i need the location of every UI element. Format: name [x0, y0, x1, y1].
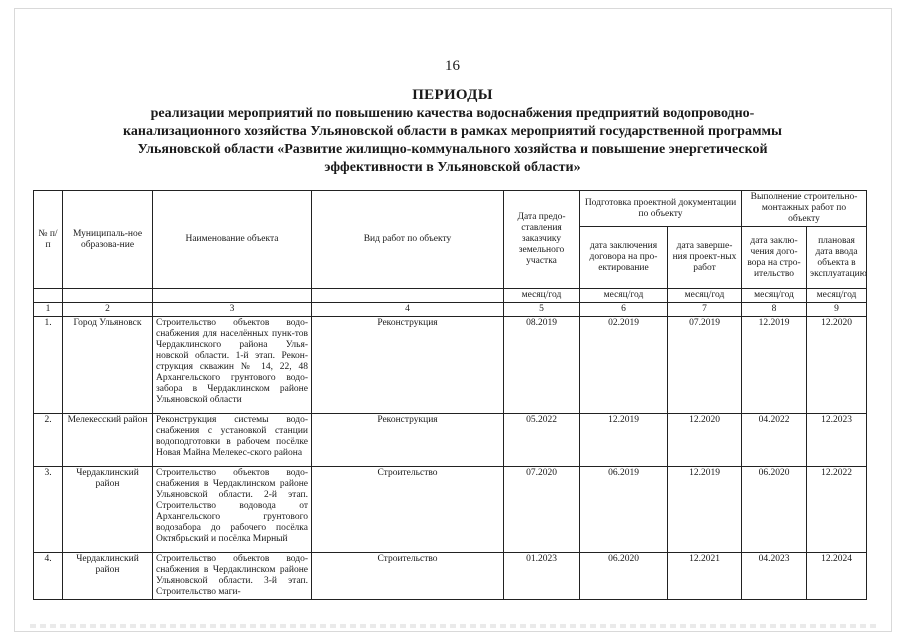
row-construction-contract: 12.2019	[742, 317, 807, 414]
row-object-name: Реконструкция системы водо-снабжения с установкой станции водоподготовки в рабочем посёлке Новая Майна Мелекес-ского района	[153, 414, 312, 467]
row-land-date: 08.2019	[504, 317, 580, 414]
row-num: 2.	[34, 414, 63, 467]
row-commissioning: 12.2022	[807, 467, 867, 553]
table-row	[34, 467, 867, 553]
column-number: 5	[504, 303, 580, 317]
row-design-finish: 07.2019	[668, 317, 742, 414]
header-construction-contract: дата заклю-чения дого-вора на стро-ительство	[742, 227, 807, 289]
table-row	[34, 414, 867, 467]
row-land-date: 05.2022	[504, 414, 580, 467]
header-municipality: Муниципаль-ное образова-ние	[63, 191, 153, 289]
page-bottom-edge	[30, 624, 880, 628]
column-number: 2	[63, 303, 153, 317]
column-number: 3	[153, 303, 312, 317]
row-municipality: Чердаклинский район	[63, 553, 153, 600]
header-design-finish: дата заверше-ния проект-ных работ	[668, 227, 742, 289]
row-municipality: Чердаклинский район	[63, 467, 153, 553]
document-subtitle: реализации мероприятий по повышению качества водоснабжения предприятий водопроводно-канализационного хозяйства Ульяновской области в рамках мероприятий государственной программы Ульяновской области «Развитие жилищно-коммунального хозяйства и повышение энергетической эффективности в Ульяновской области»	[123, 106, 782, 175]
row-municipality: Мелекесский район	[63, 414, 153, 467]
column-number: 4	[312, 303, 504, 317]
row-commissioning: 12.2020	[807, 317, 867, 414]
row-design-contract: 06.2020	[580, 553, 668, 600]
column-number-row	[34, 303, 867, 317]
unit-cell	[34, 289, 63, 303]
header-design-contract: дата заключения договора на про-ектирование	[580, 227, 668, 289]
row-land-date: 01.2023	[504, 553, 580, 600]
table-row	[34, 553, 867, 600]
page-number: 16	[445, 58, 460, 74]
header-construction-group: Выполнение строительно-монтажных работ по объекту	[742, 191, 867, 227]
row-object-name: Строительство объектов водо-снабжения для населённых пунк-тов Чердаклинского района Улья-новской области. 1-й этап. Рекон-струкция скважин № 14, 22, 48 Архангельского грунтового водо-забора в Чердаклинском районе Ульяновской области	[153, 317, 312, 414]
unit-cell	[312, 289, 504, 303]
row-work-type: Реконструкция	[312, 414, 504, 467]
row-design-contract: 06.2019	[580, 467, 668, 553]
row-num: 4.	[34, 553, 63, 600]
header-design-group: Подготовка проектной документации по объекту	[580, 191, 742, 227]
unit-cell	[153, 289, 312, 303]
unit-cell: месяц/год	[580, 289, 668, 303]
row-construction-contract: 06.2020	[742, 467, 807, 553]
row-design-finish: 12.2021	[668, 553, 742, 600]
row-num: 3.	[34, 467, 63, 553]
row-work-type: Строительство	[312, 467, 504, 553]
header-work-type: Вид работ по объекту	[312, 191, 504, 289]
row-commissioning: 12.2024	[807, 553, 867, 600]
row-construction-contract: 04.2023	[742, 553, 807, 600]
document-title: ПЕРИОДЫ	[412, 87, 493, 103]
column-number: 7	[668, 303, 742, 317]
header-num: № п/п	[34, 191, 63, 289]
row-design-finish: 12.2020	[668, 414, 742, 467]
unit-cell: месяц/год	[668, 289, 742, 303]
row-design-finish: 12.2019	[668, 467, 742, 553]
unit-cell: месяц/год	[807, 289, 867, 303]
row-work-type: Реконструкция	[312, 317, 504, 414]
row-municipality: Город Ульяновск	[63, 317, 153, 414]
unit-cell: месяц/год	[504, 289, 580, 303]
row-commissioning: 12.2023	[807, 414, 867, 467]
row-construction-contract: 04.2022	[742, 414, 807, 467]
row-land-date: 07.2020	[504, 467, 580, 553]
row-object-name: Строительство объектов водо-снабжения в Чердаклинском районе Ульяновской области. 2-й этап. Строительство водовода от Архангельского грунтового водозабора до рабочего посёлка Октябрьский и посёлка Мирный	[153, 467, 312, 553]
unit-row	[34, 289, 867, 303]
column-number: 1	[34, 303, 63, 317]
unit-cell: месяц/год	[742, 289, 807, 303]
row-num: 1.	[34, 317, 63, 414]
column-number: 9	[807, 303, 867, 317]
row-design-contract: 12.2019	[580, 414, 668, 467]
row-object-name: Строительство объектов водо-снабжения в Чердаклинском районе Ульяновской области. 3-й этап. Строительство маги-	[153, 553, 312, 600]
table-row	[34, 317, 867, 414]
column-number: 8	[742, 303, 807, 317]
row-design-contract: 02.2019	[580, 317, 668, 414]
periods-table	[33, 190, 867, 600]
column-number: 6	[580, 303, 668, 317]
header-commissioning: плановая дата ввода объекта в эксплуатацию	[807, 227, 867, 289]
table-body	[34, 317, 867, 600]
unit-cell	[63, 289, 153, 303]
header-object-name: Наименование объекта	[153, 191, 312, 289]
row-work-type: Строительство	[312, 553, 504, 600]
table-header	[34, 191, 867, 317]
header-land-date: Дата предо-ставления заказчику земельного участка	[504, 191, 580, 289]
